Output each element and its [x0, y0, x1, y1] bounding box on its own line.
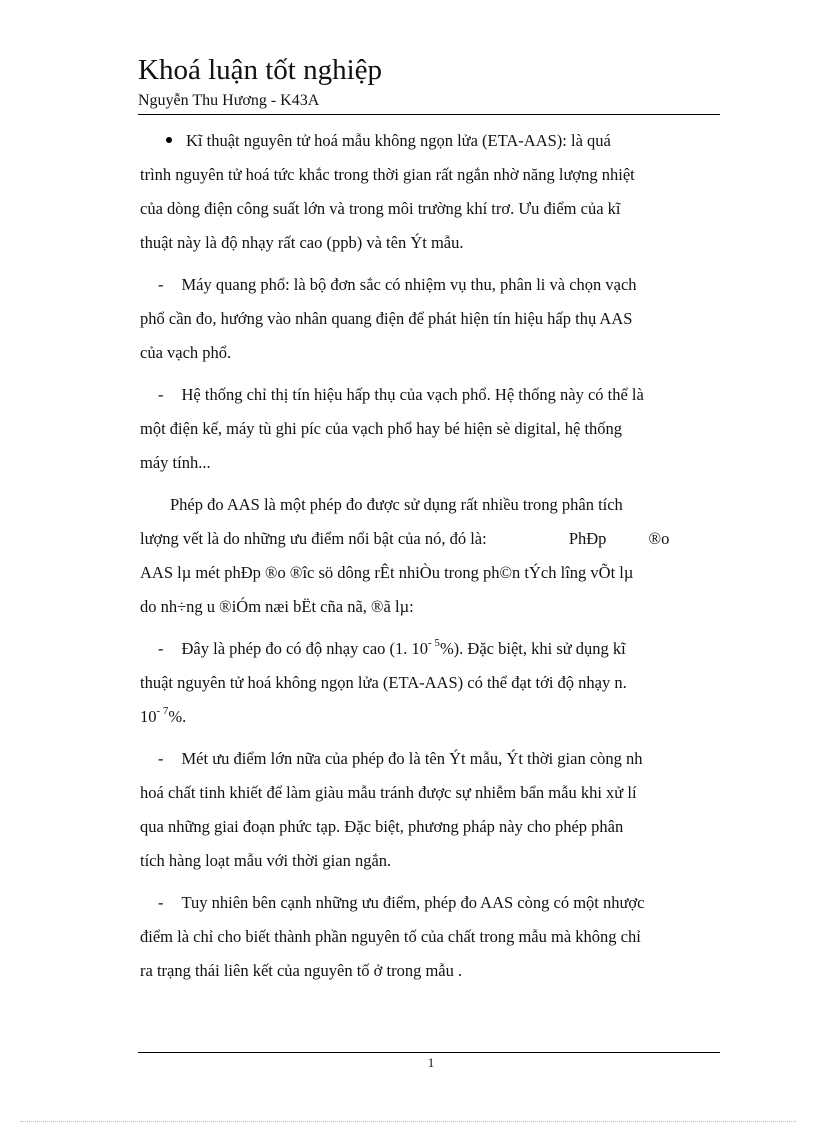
line: thuật này là độ nhạy rất cao (ppb) và tên Ýt mẫu.: [140, 233, 464, 252]
line: Tuy nhiên bên cạnh những ưu điểm, phép đo AAS còng có một nhược: [181, 893, 645, 912]
line: Đây là phép đo có độ nhạy cao (1. 10: [181, 639, 429, 658]
line: Kĩ thuật nguyên tử hoá mẫu không ngọn lửa (ETA-AAS): là quá: [186, 131, 611, 150]
paragraph-small-sample: [140, 742, 718, 878]
paragraph-indicator-system: [140, 378, 718, 480]
line: ra trạng thái liên kết của nguyên tố ở trong mẫu .: [140, 961, 463, 980]
bullet-dot-icon: [166, 137, 172, 143]
line: của vạch phổ.: [140, 343, 232, 362]
line: Máy quang phổ: là bộ đơn sắc có nhiệm vụ thu, phân li và chọn vạch: [181, 275, 637, 294]
paragraph-spectrometer: [140, 268, 718, 370]
line: Phép đo AAS là một phép đo được sử dụng rất nhiều trong phân tích: [170, 495, 623, 514]
paragraph-eta-aas: [140, 124, 718, 260]
header-title: Khoá luận tốt nghiệp: [138, 54, 383, 86]
garbled-line: do nh÷ng u ®iÓm næi bËt cña nã, ®ã lµ:: [140, 597, 414, 616]
line: qua những giai đoạn phức tạp. Đặc biệt, phương pháp này cho phép phân: [140, 817, 624, 836]
superscript: - 7: [156, 704, 169, 717]
superscript: - 5: [428, 636, 440, 649]
document-body: [140, 124, 718, 988]
line: máy tính...: [140, 453, 211, 472]
line: phổ cần đo, hướng vào nhân quang điện để phát hiện tín hiệu hấp thụ AAS: [140, 309, 633, 328]
dash-marker: -: [158, 749, 164, 768]
line: Mét ưu điểm lớn nữa của phép đo là tên Ýt mẫu, Ýt thời gian còng nh: [181, 749, 643, 768]
page-number: 1: [427, 1055, 435, 1070]
line: Hệ thống chỉ thị tín hiệu hấp thụ của vạch phổ. Hệ thống này có thể là: [181, 385, 644, 404]
paragraph-disadvantage: [140, 886, 718, 988]
garbled-word: PhÐp: [568, 529, 607, 548]
header-rule: [138, 114, 720, 115]
line: của dòng điện công suất lớn và trong môi trường khí trơ. Ưu điểm của kĩ: [140, 199, 621, 218]
line: %). Đặc biệt, khi sử dụng kĩ: [439, 639, 626, 658]
footer-rule: [138, 1052, 720, 1053]
garbled-word: ®o: [648, 529, 670, 548]
line: một điện kế, máy tù ghi píc của vạch phổ hay bé hiện sè digital, hệ thống: [140, 419, 623, 438]
line: thuật nguyên tử hoá không ngọn lửa (ETA-AAS) có thể đạt tới độ nhạy n.: [140, 673, 627, 692]
line: tích hàng loạt mẫu với thời gian ngắn.: [140, 851, 392, 870]
line: %.: [168, 707, 187, 726]
line: lượng vết là do những ưu điểm nổi bật của nó, đó là:: [140, 529, 487, 548]
garbled-line: AAS lµ mét phÐp ®o ®îc sö dông rÊt nhiÒu trong ph©n tÝch lîng vÕt lµ: [140, 563, 634, 582]
line: 10: [140, 707, 157, 726]
line: hoá chất tinh khiết để làm giàu mẫu tránh được sự nhiễm bẩn mẫu khi xử lí: [140, 783, 637, 802]
dash-marker: -: [158, 385, 164, 404]
line: trình nguyên tử hoá tức khắc trong thời gian rất ngắn nhờ năng lượng nhiệt: [140, 165, 635, 184]
paragraph-sensitivity: [140, 632, 718, 734]
paragraph-aas-advantages-intro: [140, 488, 718, 624]
line: điểm là chỉ cho biết thành phần nguyên tố của chất trong mẫu mà không chỉ: [140, 927, 641, 946]
dash-marker: -: [158, 275, 164, 294]
page-bottom-dotted-rule: [20, 1121, 796, 1122]
header-author: Nguyễn Thu Hương - K43A: [138, 92, 320, 109]
dash-marker: -: [158, 639, 164, 658]
dash-marker: -: [158, 893, 164, 912]
